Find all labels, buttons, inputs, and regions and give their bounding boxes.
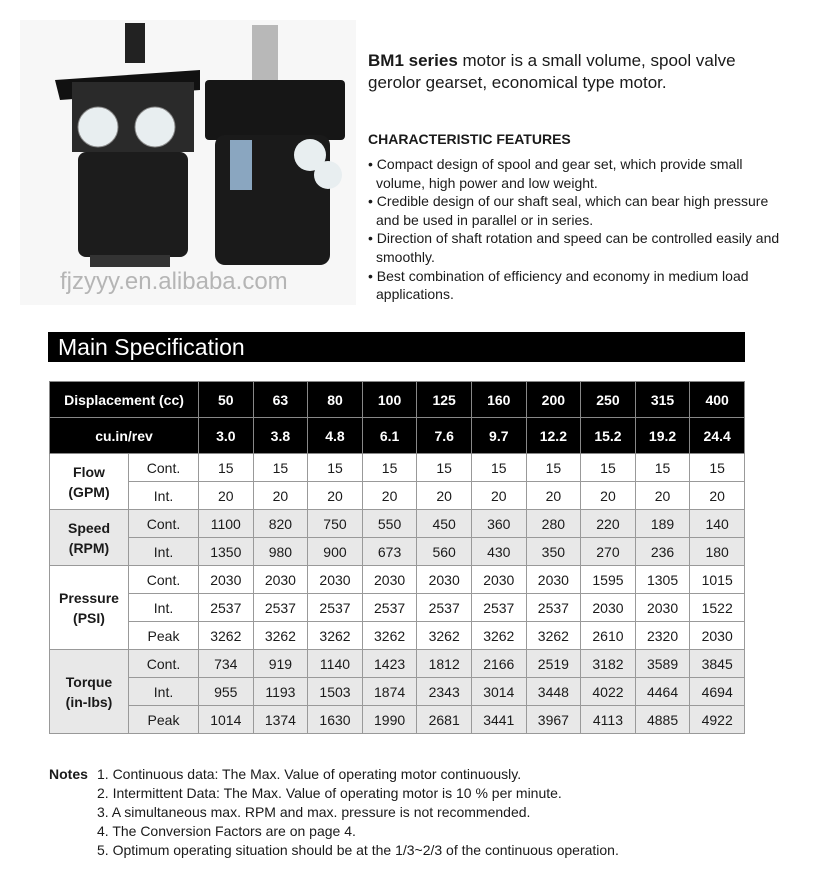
value-cell: 20 xyxy=(253,482,308,510)
value-cell: 1100 xyxy=(199,510,254,538)
value-cell: 15 xyxy=(526,454,581,482)
value-cell: 2320 xyxy=(635,622,690,650)
value-cell: 3262 xyxy=(417,622,472,650)
value-cell: 900 xyxy=(308,538,363,566)
feature-item: • Compact design of spool and gear set, which provide small volume, high power and low weight. xyxy=(368,155,788,192)
value-cell: 3845 xyxy=(690,650,745,678)
header-cell: 15.2 xyxy=(581,418,636,454)
value-cell: 2030 xyxy=(690,622,745,650)
value-cell: 350 xyxy=(526,538,581,566)
value-cell: 2030 xyxy=(471,566,526,594)
value-cell: 20 xyxy=(690,482,745,510)
value-cell: 1522 xyxy=(690,594,745,622)
sub-label: Cont. xyxy=(129,454,199,482)
group-label: Speed (RPM) xyxy=(50,510,129,566)
value-cell: 734 xyxy=(199,650,254,678)
table-row xyxy=(50,650,745,678)
header-cell: 3.8 xyxy=(253,418,308,454)
value-cell: 15 xyxy=(471,454,526,482)
value-cell: 2519 xyxy=(526,650,581,678)
value-cell: 4464 xyxy=(635,678,690,706)
value-cell: 3448 xyxy=(526,678,581,706)
value-cell: 15 xyxy=(417,454,472,482)
value-cell: 2537 xyxy=(199,594,254,622)
value-cell: 2030 xyxy=(635,594,690,622)
feature-item: • Direction of shaft rotation and speed can be controlled easily and smoothly. xyxy=(368,229,788,266)
value-cell: 4694 xyxy=(690,678,745,706)
table-row xyxy=(50,678,745,706)
value-cell: 1014 xyxy=(199,706,254,734)
table-row xyxy=(50,706,745,734)
value-cell: 2030 xyxy=(526,566,581,594)
note-item: 4. The Conversion Factors are on page 4. xyxy=(97,823,356,839)
value-cell: 750 xyxy=(308,510,363,538)
header-cell: 100 xyxy=(362,382,417,418)
value-cell: 919 xyxy=(253,650,308,678)
value-cell: 3182 xyxy=(581,650,636,678)
row-header: cu.in/rev xyxy=(50,418,199,454)
value-cell: 1423 xyxy=(362,650,417,678)
value-cell: 2030 xyxy=(308,566,363,594)
sub-label: Int. xyxy=(129,538,199,566)
value-cell: 820 xyxy=(253,510,308,538)
value-cell: 2166 xyxy=(471,650,526,678)
value-cell: 140 xyxy=(690,510,745,538)
value-cell: 550 xyxy=(362,510,417,538)
value-cell: 1503 xyxy=(308,678,363,706)
value-cell: 673 xyxy=(362,538,417,566)
value-cell: 220 xyxy=(581,510,636,538)
header-cell: 160 xyxy=(471,382,526,418)
header-cell: 12.2 xyxy=(526,418,581,454)
value-cell: 3967 xyxy=(526,706,581,734)
table-row xyxy=(50,482,745,510)
value-cell: 20 xyxy=(581,482,636,510)
value-cell: 2537 xyxy=(362,594,417,622)
value-cell: 4885 xyxy=(635,706,690,734)
value-cell: 1990 xyxy=(362,706,417,734)
value-cell: 189 xyxy=(635,510,690,538)
value-cell: 450 xyxy=(417,510,472,538)
value-cell: 2030 xyxy=(417,566,472,594)
value-cell: 2681 xyxy=(417,706,472,734)
table-row xyxy=(50,622,745,650)
value-cell: 280 xyxy=(526,510,581,538)
value-cell: 20 xyxy=(635,482,690,510)
value-cell: 3589 xyxy=(635,650,690,678)
features-list xyxy=(368,155,788,304)
value-cell: 360 xyxy=(471,510,526,538)
sub-label: Peak xyxy=(129,706,199,734)
value-cell: 3262 xyxy=(253,622,308,650)
value-cell: 2537 xyxy=(417,594,472,622)
watermark: fjzyyy.en.alibaba.com xyxy=(60,268,288,295)
sub-label: Cont. xyxy=(129,566,199,594)
note-item: 5. Optimum operating situation should be at the 1/3~2/3 of the continuous operation. xyxy=(97,842,619,858)
group-label: Torque (in-lbs) xyxy=(50,650,129,734)
value-cell: 1015 xyxy=(690,566,745,594)
table-row xyxy=(50,594,745,622)
header-cell: 9.7 xyxy=(471,418,526,454)
value-cell: 270 xyxy=(581,538,636,566)
value-cell: 1874 xyxy=(362,678,417,706)
header-cell: 250 xyxy=(581,382,636,418)
sub-label: Int. xyxy=(129,482,199,510)
sub-label: Cont. xyxy=(129,650,199,678)
value-cell: 3262 xyxy=(526,622,581,650)
value-cell: 3262 xyxy=(362,622,417,650)
value-cell: 15 xyxy=(581,454,636,482)
value-cell: 1595 xyxy=(581,566,636,594)
header-cell: 125 xyxy=(417,382,472,418)
table-row xyxy=(50,510,745,538)
product-photo xyxy=(20,20,356,305)
value-cell: 1350 xyxy=(199,538,254,566)
feature-item: • Credible design of our shaft seal, which can bear high pressure and be used in parallel or in series. xyxy=(368,192,788,229)
table-row xyxy=(50,566,745,594)
table-row xyxy=(50,538,745,566)
header-cell: 19.2 xyxy=(635,418,690,454)
value-cell: 1812 xyxy=(417,650,472,678)
feature-item: • Best combination of efficiency and economy in medium load applications. xyxy=(368,267,788,304)
value-cell: 2343 xyxy=(417,678,472,706)
value-cell: 20 xyxy=(417,482,472,510)
value-cell: 2030 xyxy=(199,566,254,594)
series-name: BM1 series xyxy=(368,51,458,70)
group-label: Pressure (PSI) xyxy=(50,566,129,650)
value-cell: 2030 xyxy=(253,566,308,594)
value-cell: 3014 xyxy=(471,678,526,706)
value-cell: 180 xyxy=(690,538,745,566)
value-cell: 15 xyxy=(308,454,363,482)
value-cell: 3441 xyxy=(471,706,526,734)
displacement-row xyxy=(50,382,745,418)
value-cell: 15 xyxy=(635,454,690,482)
value-cell: 15 xyxy=(253,454,308,482)
header-cell: 200 xyxy=(526,382,581,418)
header-cell: 50 xyxy=(199,382,254,418)
motor-right-image xyxy=(205,25,345,265)
value-cell: 955 xyxy=(199,678,254,706)
value-cell: 1193 xyxy=(253,678,308,706)
intro-text xyxy=(368,50,788,94)
value-cell: 2537 xyxy=(253,594,308,622)
value-cell: 430 xyxy=(471,538,526,566)
value-cell: 20 xyxy=(308,482,363,510)
value-cell: 20 xyxy=(199,482,254,510)
note-item: 3. A simultaneous max. RPM and max. pressure is not recommended. xyxy=(97,804,531,820)
value-cell: 20 xyxy=(471,482,526,510)
header-cell: 400 xyxy=(690,382,745,418)
sub-label: Cont. xyxy=(129,510,199,538)
value-cell: 2030 xyxy=(362,566,417,594)
value-cell: 236 xyxy=(635,538,690,566)
value-cell: 3262 xyxy=(308,622,363,650)
value-cell: 15 xyxy=(199,454,254,482)
value-cell: 2537 xyxy=(526,594,581,622)
value-cell: 1374 xyxy=(253,706,308,734)
note-item: 2. Intermittent Data: The Max. Value of operating motor is 10 % per minute. xyxy=(97,785,562,801)
value-cell: 15 xyxy=(362,454,417,482)
spec-table xyxy=(49,381,745,734)
motor-left-image xyxy=(55,23,200,267)
value-cell: 2610 xyxy=(581,622,636,650)
value-cell: 4022 xyxy=(581,678,636,706)
sub-label: Int. xyxy=(129,678,199,706)
value-cell: 15 xyxy=(690,454,745,482)
cuin-row xyxy=(50,418,745,454)
header-cell: 315 xyxy=(635,382,690,418)
table-row xyxy=(50,454,745,482)
features-heading: CHARACTERISTIC FEATURES xyxy=(368,131,571,147)
value-cell: 4922 xyxy=(690,706,745,734)
group-label: Flow (GPM) xyxy=(50,454,129,510)
sub-label: Int. xyxy=(129,594,199,622)
sub-label: Peak xyxy=(129,622,199,650)
value-cell: 20 xyxy=(526,482,581,510)
value-cell: 560 xyxy=(417,538,472,566)
value-cell: 2537 xyxy=(471,594,526,622)
value-cell: 4113 xyxy=(581,706,636,734)
intro-description: motor is a small volume, spool valve gerolor gearset, economical type motor. xyxy=(368,51,736,92)
header-cell: 63 xyxy=(253,382,308,418)
header-cell: 24.4 xyxy=(690,418,745,454)
notes-label: Notes xyxy=(49,766,88,782)
value-cell: 980 xyxy=(253,538,308,566)
header-cell: 6.1 xyxy=(362,418,417,454)
row-header: Displacement (cc) xyxy=(50,382,199,418)
header-cell: 80 xyxy=(308,382,363,418)
value-cell: 2030 xyxy=(581,594,636,622)
value-cell: 1305 xyxy=(635,566,690,594)
value-cell: 3262 xyxy=(199,622,254,650)
value-cell: 1630 xyxy=(308,706,363,734)
value-cell: 20 xyxy=(362,482,417,510)
value-cell: 2537 xyxy=(308,594,363,622)
header-cell: 7.6 xyxy=(417,418,472,454)
section-title: Main Specification xyxy=(48,332,745,362)
header-cell: 3.0 xyxy=(199,418,254,454)
note-item: 1. Continuous data: The Max. Value of operating motor continuously. xyxy=(97,766,522,782)
header-cell: 4.8 xyxy=(308,418,363,454)
value-cell: 1140 xyxy=(308,650,363,678)
value-cell: 3262 xyxy=(471,622,526,650)
